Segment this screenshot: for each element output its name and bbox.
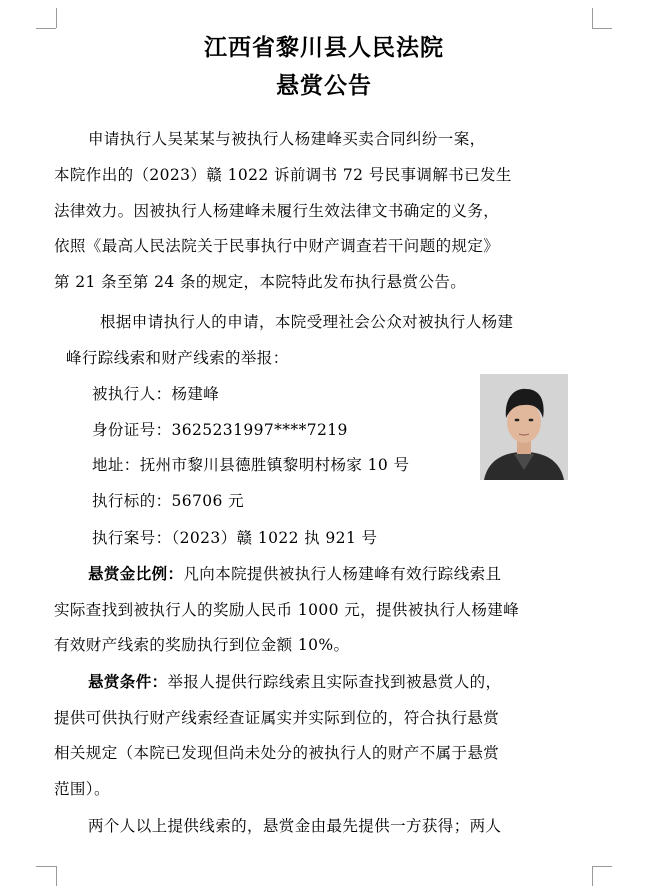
court-title: 江西省黎川县人民法院 — [204, 34, 444, 61]
enforcement-case-number: 执行案号：（2023）赣 1022 执 921 号 — [92, 529, 378, 547]
reward-ratio-line-3: 有效财产线索的奖励执行到位金额 10%。 — [54, 636, 350, 654]
crop-mark-top-right-h — [592, 28, 612, 29]
respondent-address: 地址：抚州市黎川县德胜镇黎明村杨家 10 号 — [92, 456, 410, 474]
respondent-name: 被执行人：杨建峰 — [92, 385, 220, 403]
crop-mark-bottom-right-h — [592, 866, 612, 867]
person-portrait-icon — [480, 374, 568, 480]
reward-ratio-text: 凡向本院提供被执行人杨建峰有效行踪线索且 — [183, 565, 502, 583]
multiple-reporters-line-1: 两个人以上提供线索的，悬赏金由最先提供一方获得；两人 — [88, 817, 502, 835]
paragraph-1-line-2: 本院作出的（2023）赣 1022 诉前调书 72 号民事调解书已发生 — [54, 166, 512, 184]
paragraph-1-line-1: 申请执行人吴某某与被执行人杨建峰买卖合同纠纷一案， — [88, 130, 486, 148]
reward-ratio-line-1 — [88, 563, 501, 585]
reward-conditions-line-4: 范围）。 — [54, 780, 110, 798]
reward-conditions-heading: 悬赏条件： — [88, 672, 168, 691]
reward-ratio-line-2: 实际查找到被执行人的奖励人民币 1000 元，提供被执行人杨建峰 — [54, 601, 520, 619]
paragraph-2-line-2: 峰行踪线索和财产线索的举报： — [66, 349, 289, 367]
respondent-id-number: 身份证号：3625231997****7219 — [92, 421, 348, 439]
crop-mark-top-left-v — [56, 8, 57, 28]
crop-mark-top-left-h — [36, 28, 56, 29]
crop-mark-bottom-left-h — [36, 866, 56, 867]
paragraph-1-line-5: 第 21 条至第 24 条的规定，本院特此发布执行悬赏公告。 — [54, 273, 467, 291]
reward-conditions-line-3: 相关规定（本院已发现但尚未处分的被执行人的财产不属于悬赏 — [54, 744, 500, 762]
reward-conditions-line-2: 提供可供执行财产线索经查证属实并实际到位的，符合执行悬赏 — [54, 709, 500, 727]
crop-mark-bottom-right-v — [592, 866, 593, 886]
paragraph-2-line-1: 根据申请执行人的申请，本院受理社会公众对被执行人杨建 — [100, 313, 514, 331]
paragraph-1-line-3: 法律效力。因被执行人杨建峰未履行生效法律文书确定的义务， — [54, 202, 500, 220]
reward-conditions-text: 举报人提供行踪线索且实际查找到被悬赏人的， — [167, 673, 502, 691]
crop-mark-bottom-left-v — [56, 866, 57, 886]
document-title: 悬赏公告 — [276, 72, 372, 99]
reward-ratio-heading: 悬赏金比例： — [88, 564, 184, 583]
respondent-photo — [480, 374, 568, 480]
paragraph-1-line-4: 依照《最高人民法院关于民事执行中财产调查若干问题的规定》 — [54, 237, 500, 255]
crop-mark-top-right-v — [592, 8, 593, 28]
reward-conditions-line-1 — [88, 671, 501, 693]
enforcement-amount: 执行标的：56706 元 — [92, 492, 245, 510]
